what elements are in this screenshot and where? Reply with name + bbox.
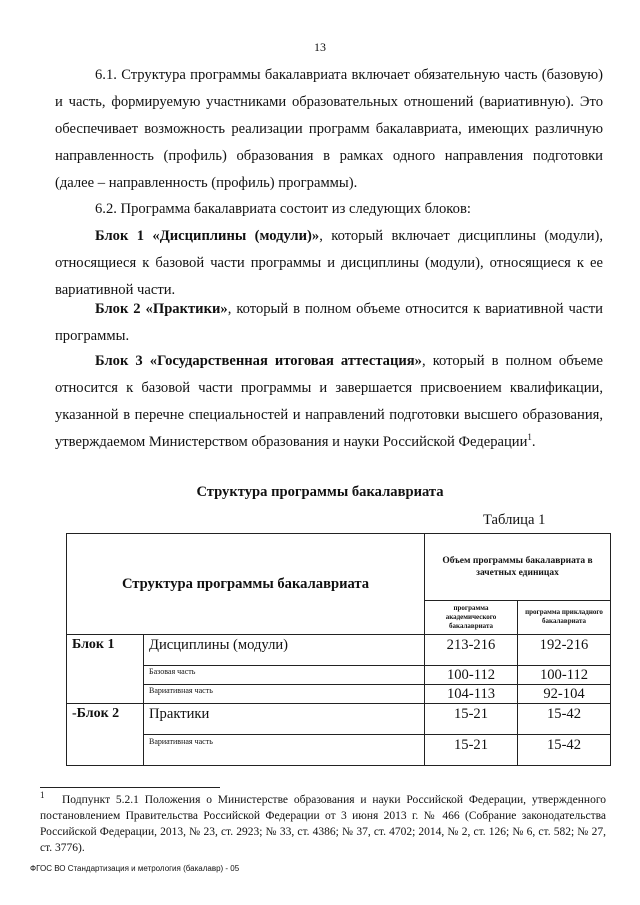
footnote bbox=[40, 792, 606, 856]
block-1-paragraph bbox=[55, 223, 603, 304]
footnote-text: Подпункт 5.2.1 Положения о Министерстве образования и науки Российской Федерации, утвержденного постановлением Правительства Российской Федерации от 3 июня 2013 г. № 466 (Собрание законодательства Российской Федерации, 2013, № 23, ст. 2923; № 33, ст. 4386; № 37, ст. 4702; 2014, № 2, ст. 126; № 6, ст. 582; № 27, ст. 3776). bbox=[40, 794, 606, 854]
applied-value: 100-112 bbox=[518, 666, 611, 685]
block-label: Блок 1 bbox=[67, 635, 144, 704]
academic-value: 104-113 bbox=[425, 685, 518, 704]
header-volume: Объем программы бакалавриата в зачетных единицах bbox=[425, 534, 611, 601]
page-number: 13 bbox=[314, 40, 326, 54]
table-caption: Таблица 1 bbox=[483, 512, 546, 528]
row-name: Базовая часть bbox=[144, 666, 425, 685]
header-structure: Структура программы бакалавриата bbox=[67, 534, 425, 635]
block-2-text: , который в полном объеме относится к вариативной части программы. bbox=[55, 301, 603, 344]
table-row bbox=[67, 666, 611, 685]
table-heading: Структура программы бакалавриата bbox=[196, 484, 444, 500]
block-2-title: Блок 2 «Практики» bbox=[95, 301, 228, 317]
block-3-title: Блок 3 «Государственная итоговая аттестация» bbox=[95, 353, 422, 369]
block-label: -Блок 2 bbox=[67, 704, 144, 766]
program-structure-table bbox=[66, 533, 611, 766]
footnote-separator bbox=[40, 787, 220, 788]
paragraph-6-2: 6.2. Программа бакалавриата состоит из следующих блоков: bbox=[95, 201, 471, 217]
footnote-reference: 1 bbox=[527, 432, 532, 443]
page-footer: ФГОС ВО Стандартизация и метрология (бакалавр) - 05 bbox=[30, 864, 240, 873]
academic-value: 15-21 bbox=[425, 704, 518, 735]
applied-value: 92-104 bbox=[518, 685, 611, 704]
table-row bbox=[67, 635, 611, 666]
block-3-paragraph bbox=[55, 348, 603, 456]
block-3-end: . bbox=[531, 434, 536, 450]
header-academic: программа академического бакалавриата bbox=[425, 600, 518, 634]
block-1-text: , который включает дисциплины (модули), относящиеся к базовой части программы и дисциплины (модули), относящиеся к ее вариативной части. bbox=[55, 228, 604, 298]
academic-value: 100-112 bbox=[425, 666, 518, 685]
table-row bbox=[67, 735, 611, 766]
row-name: Дисциплины (модули) bbox=[144, 635, 425, 666]
applied-value: 15-42 bbox=[518, 735, 611, 766]
academic-value: 15-21 bbox=[425, 735, 518, 766]
paragraph-6-1: 6.1. Структура программы бакалавриата включает обязательную часть (базовую) и часть, формируемую участниками образовательных отношений (вариативную). Это обеспечивает возможность реализации программ бакалавриата, имеющих различную направленность (профиль) образования в рамках одного направления подготовки (далее – направленность (профиль) программы). bbox=[55, 67, 603, 191]
applied-value: 192-216 bbox=[518, 635, 611, 666]
row-name: Практики bbox=[144, 704, 425, 735]
footnote-mark: 1 bbox=[40, 790, 45, 801]
applied-value: 15-42 bbox=[518, 704, 611, 735]
row-name: Вариативная часть bbox=[144, 685, 425, 704]
header-applied: программа прикладного бакалавриата bbox=[518, 600, 611, 634]
table-row bbox=[67, 704, 611, 735]
academic-value: 213-216 bbox=[425, 635, 518, 666]
row-name: Вариативная часть bbox=[144, 735, 425, 766]
table-row bbox=[67, 685, 611, 704]
block-2-paragraph bbox=[55, 296, 603, 350]
block-1-title: Блок 1 «Дисциплины (модули)» bbox=[95, 228, 320, 244]
block-3-text: , который в полном объеме относится к базовой части программы и завершается присвоением квалификации, указанной в перечне специальностей и направлений подготовки высшего образования, утверждаемом Министерством образования и науки Российской Федерации bbox=[55, 353, 603, 450]
